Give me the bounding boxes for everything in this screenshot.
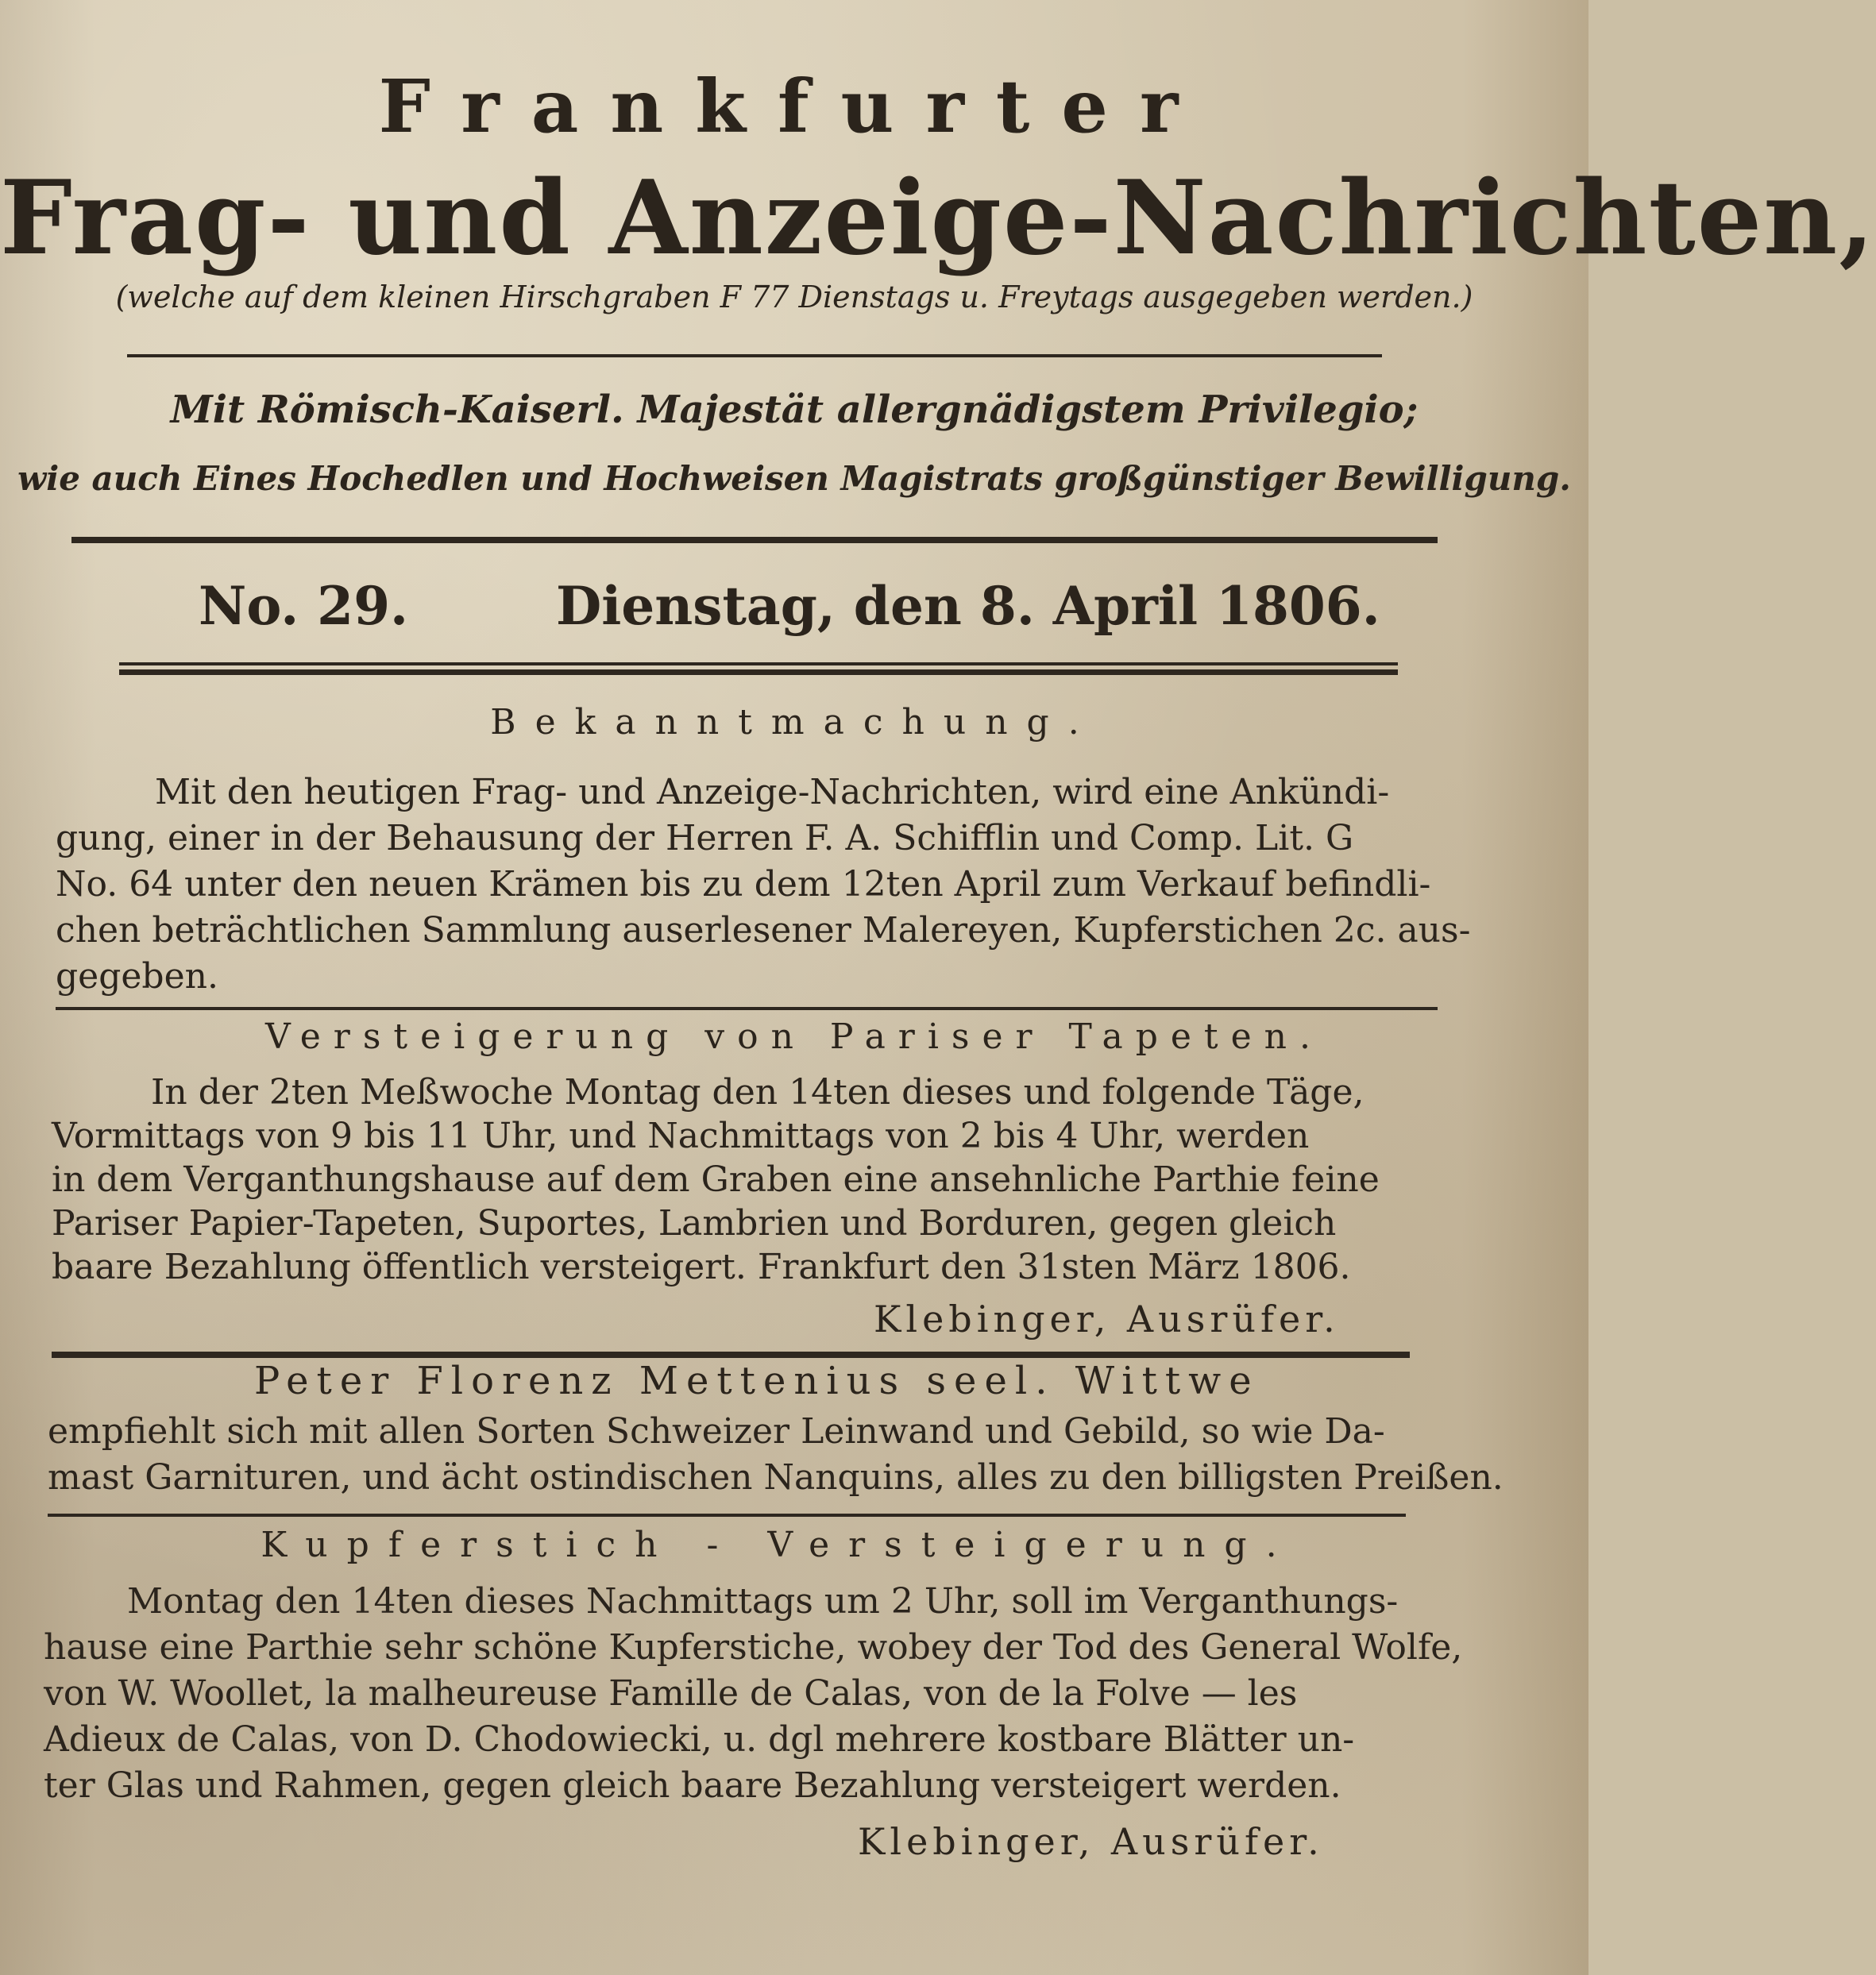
- divider: [119, 662, 1398, 675]
- notice-line: gung, einer in der Behausung der Herren F. A. Schifflin und Comp. Lit. G: [56, 818, 1354, 858]
- notice-line: ter Glas und Rahmen, gegen gleich baare Bezahlung versteigert werden.: [44, 1765, 1341, 1806]
- notice-title-kupferstich: Kupferstich - Versteigerung.: [261, 1525, 1296, 1565]
- notice-line: mast Garnituren, und ächt ostindischen Nanquins, alles zu den billigsten Preißen.: [48, 1457, 1504, 1498]
- issue-date: Dienstag, den 8. April 1806.: [556, 575, 1380, 637]
- notice-line: In der 2ten Meßwoche Montag den 14ten dieses und folgende Täge,: [151, 1072, 1365, 1113]
- notice-title-tapeten: Versteigerung von Pariser Tapeten.: [265, 1016, 1323, 1057]
- notice-line: von W. Woollet, la malheureuse Famille de Calas, von de la Folve — les: [44, 1673, 1298, 1714]
- masthead-title-line2: Frag- und Anzeige-Nachrichten,: [0, 159, 1876, 278]
- notice-signature: Klebinger, Ausrüfer.: [858, 1820, 1324, 1863]
- notice-line: Montag den 14ten dieses Nachmittags um 2 Uhr, soll im Verganthungs-: [127, 1581, 1399, 1622]
- notice-line: hause eine Parthie sehr schöne Kupferstiche, wobey der Tod des General Wolfe,: [44, 1627, 1463, 1668]
- notice-line: Vormittags von 9 bis 11 Uhr, und Nachmittags von 2 bis 4 Uhr, werden: [52, 1116, 1310, 1156]
- notice-line: empfiehlt sich mit allen Sorten Schweizer Leinwand und Gebild, so wie Da-: [48, 1411, 1385, 1452]
- notice-line: chen beträchtlichen Sammlung auserlesener Malereyen, Kupferstichen 2c. aus-: [56, 910, 1471, 951]
- divider: [56, 1007, 1438, 1010]
- notice-line: gegeben.: [56, 956, 218, 997]
- masthead-title-line1: Frankfurter: [378, 64, 1210, 149]
- divider: [71, 537, 1438, 543]
- privilege-line-1: Mit Römisch-Kaiserl. Majestät allergnädigstem Privilegio;: [170, 388, 1419, 432]
- divider: [52, 1352, 1410, 1358]
- notice-line: Mit den heutigen Frag- und Anzeige-Nachrichten, wird eine Ankündi-: [155, 772, 1390, 812]
- issue-number: No. 29.: [199, 575, 408, 637]
- notice-line: Pariser Papier-Tapeten, Suportes, Lambrien und Borduren, gegen gleich: [52, 1203, 1337, 1244]
- privilege-line-2: wie auch Eines Hochedlen und Hochweisen Magistrats großgünstiger Bewilligung.: [17, 459, 1571, 498]
- divider: [48, 1514, 1406, 1517]
- notice-line: Adieux de Calas, von D. Chodowiecki, u. dgl mehrere kostbare Blätter un-: [44, 1719, 1355, 1760]
- notice-signature: Klebinger, Ausrüfer.: [874, 1298, 1340, 1340]
- divider: [127, 354, 1382, 357]
- masthead-subtitle: (welche auf dem kleinen Hirschgraben F 77 Dienstags u. Freytags ausgegeben werden.): [115, 280, 1473, 314]
- notice-title-bekanntmachung: Bekanntmachung.: [490, 702, 1098, 743]
- notice-line: No. 64 unter den neuen Krämen bis zu dem 12ten April zum Verkauf befindli-: [56, 864, 1431, 905]
- notice-title-mettenius: Peter Florenz Mettenius seel. Wittwe: [254, 1359, 1260, 1403]
- notice-line: in dem Verganthungshause auf dem Graben eine ansehnliche Parthie feine: [52, 1159, 1380, 1200]
- notice-line: baare Bezahlung öffentlich versteigert. Frankfurt den 31sten März 1806.: [52, 1247, 1351, 1287]
